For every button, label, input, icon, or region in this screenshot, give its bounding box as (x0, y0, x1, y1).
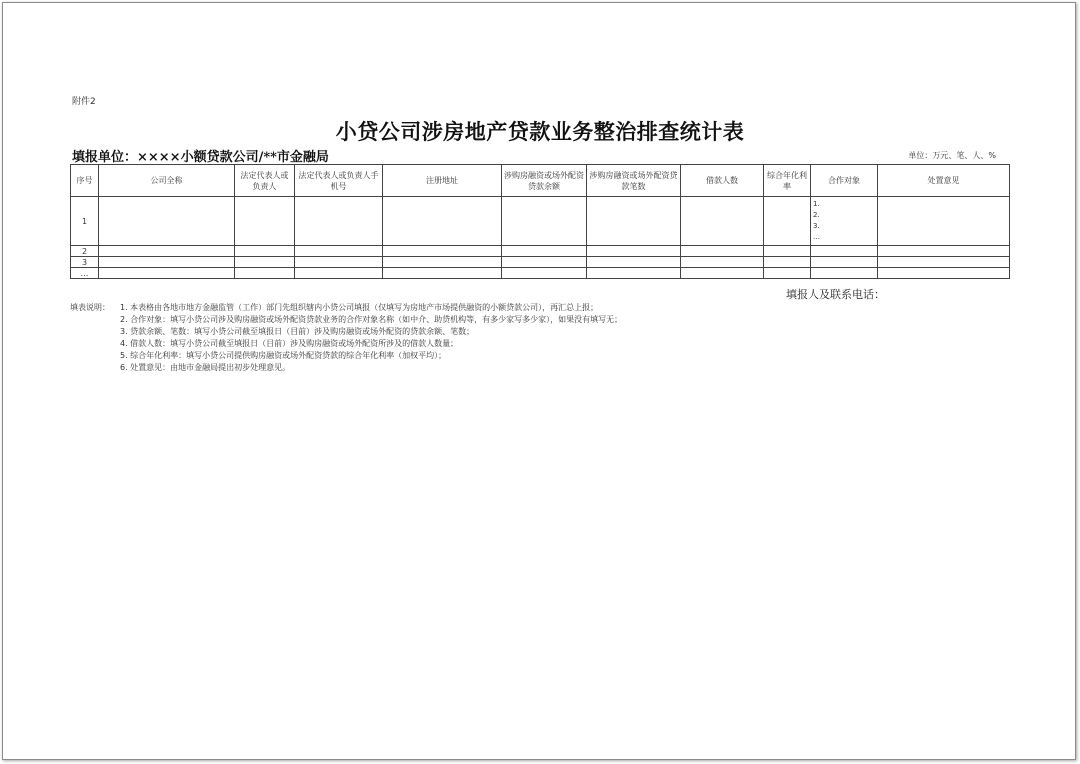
cell-phone[interactable] (295, 257, 383, 268)
cell-phone[interactable] (295, 246, 383, 257)
cell-borrowers[interactable] (681, 197, 764, 246)
document-title: 小贷公司涉房地产贷款业务整治排查统计表 (335, 119, 745, 144)
row-no: 1 (71, 197, 99, 246)
cell-legal-rep[interactable] (235, 268, 295, 279)
cell-balance[interactable] (502, 268, 587, 279)
cell-phone[interactable] (295, 268, 383, 279)
table-row (71, 246, 1010, 257)
cell-count[interactable] (587, 257, 681, 268)
note-item: 6. 处置意见：由地市金融局提出初步处理意见。 (120, 363, 291, 372)
col-header-opinion: 处置意见 (878, 165, 1010, 197)
table-header-row (71, 165, 1010, 197)
cell-rate[interactable] (764, 246, 811, 257)
partner-item: … (813, 233, 820, 241)
col-header-balance: 涉购房融资或场外配资贷款余额 (502, 165, 587, 197)
note-item: 4. 借款人数：填写小贷公司截至填报日（目前）涉及购房融资或场外配资所涉及的借款人数量； (120, 339, 459, 348)
cell-count[interactable] (587, 268, 681, 279)
table-row (71, 257, 1010, 268)
note-item: 2. 合作对象：填写小贷公司涉及购房融资或场外配资贷款业务的合作对象名称（如中介、助贷机构等，有多少家写多少家），如果没有填写无； (120, 315, 623, 324)
cell-opinion[interactable] (878, 197, 1010, 246)
col-header-company: 公司全称 (99, 165, 235, 197)
cell-borrowers[interactable] (681, 268, 764, 279)
cell-balance[interactable] (502, 257, 587, 268)
cell-rate[interactable] (764, 257, 811, 268)
unit-note: 单位：万元、笔、人、% (908, 151, 996, 160)
row-no: … (71, 268, 99, 279)
cell-borrowers[interactable] (681, 257, 764, 268)
partner-item: 1. (813, 200, 820, 208)
notes-label: 填表说明： (70, 303, 110, 312)
cell-company[interactable] (99, 257, 235, 268)
cell-borrowers[interactable] (681, 246, 764, 257)
statistics-table (70, 164, 1010, 279)
col-header-legal-rep: 法定代表人或负责人 (235, 165, 295, 197)
cell-balance[interactable] (502, 246, 587, 257)
table-row (71, 197, 1010, 246)
cell-partner[interactable] (811, 246, 878, 257)
cell-count[interactable] (587, 197, 681, 246)
cell-phone[interactable] (295, 197, 383, 246)
cell-rate[interactable] (764, 268, 811, 279)
row-no: 2 (71, 246, 99, 257)
col-header-no: 序号 (71, 165, 99, 197)
cell-legal-rep[interactable] (235, 197, 295, 246)
cell-count[interactable] (587, 246, 681, 257)
col-header-rate: 综合年化利率 (764, 165, 811, 197)
cell-address[interactable] (383, 246, 502, 257)
cell-legal-rep[interactable] (235, 246, 295, 257)
row-no: 3 (71, 257, 99, 268)
col-header-phone: 法定代表人或负责人手机号 (295, 165, 383, 197)
annex-label: 附件2 (72, 97, 96, 107)
col-header-address: 注册地址 (383, 165, 502, 197)
cell-partner[interactable] (811, 268, 878, 279)
cell-address[interactable] (383, 268, 502, 279)
partner-item: 3. (813, 222, 820, 230)
cell-rate[interactable] (764, 197, 811, 246)
contact-label: 填报人及联系电话： (786, 288, 885, 301)
cell-address[interactable] (383, 197, 502, 246)
fill-unit: 填报单位：××××小额贷款公司/**市金融局 (72, 150, 329, 165)
cell-address[interactable] (383, 257, 502, 268)
cell-partner[interactable] (811, 257, 878, 268)
col-header-borrowers: 借款人数 (681, 165, 764, 197)
cell-opinion[interactable] (878, 246, 1010, 257)
note-item: 5. 综合年化利率：填写小贷公司提供购房融资或场外配资贷款的综合年化利率（加权平均）； (120, 351, 447, 360)
col-header-partner: 合作对象 (811, 165, 878, 197)
cell-opinion[interactable] (878, 257, 1010, 268)
cell-company[interactable] (99, 268, 235, 279)
cell-company[interactable] (99, 246, 235, 257)
cell-legal-rep[interactable] (235, 257, 295, 268)
note-item: 3. 贷款余额、笔数：填写小贷公司截至填报日（目前）涉及购房融资或场外配资的贷款余额、笔数； (120, 327, 475, 336)
cell-partner[interactable] (811, 197, 878, 246)
note-item: 1. 本表格由各地市地方金融监管（工作）部门先组织辖内小贷公司填报（仅填写为房地产市场提供融资的小额贷款公司），再汇总上报； (120, 303, 599, 312)
cell-company[interactable] (99, 197, 235, 246)
col-header-count: 涉购房融资或场外配资贷款笔数 (587, 165, 681, 197)
cell-balance[interactable] (502, 197, 587, 246)
table-row (71, 268, 1010, 279)
notes-list (120, 302, 622, 374)
partner-item: 2. (813, 211, 820, 219)
cell-opinion[interactable] (878, 268, 1010, 279)
